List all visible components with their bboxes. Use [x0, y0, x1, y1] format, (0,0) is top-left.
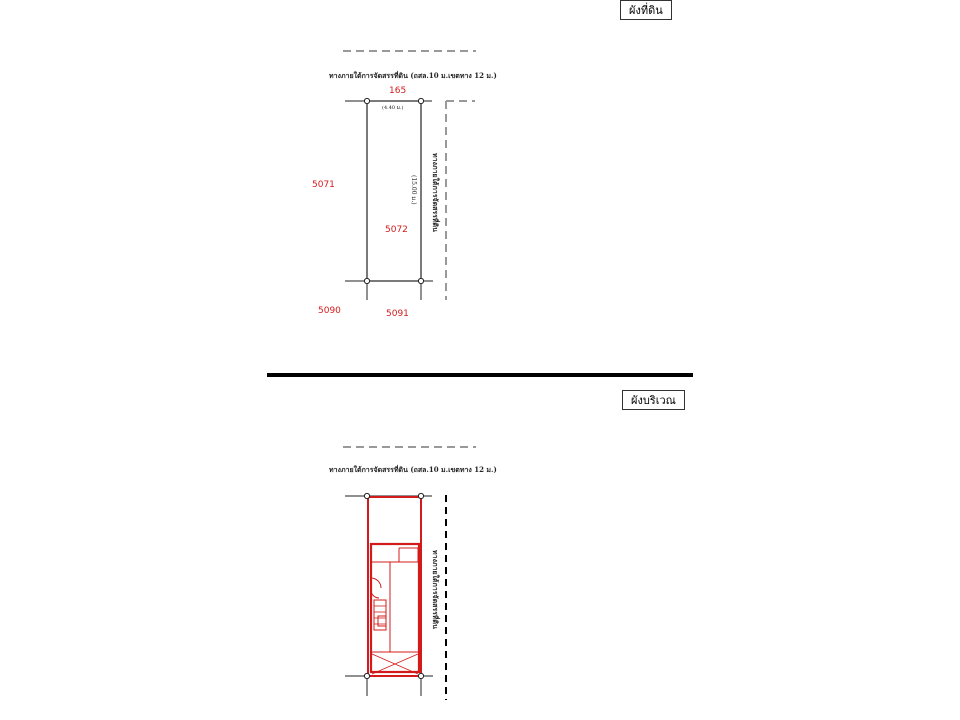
door-swing [371, 578, 381, 588]
boundary-marker [364, 493, 369, 498]
lot-outline [368, 497, 421, 676]
door-swing [371, 590, 379, 598]
road-label-side: ทางภายใต้การจัดสรรที่ดิน [431, 550, 440, 629]
section-divider [267, 373, 693, 377]
parcel-number-south: 5091 [386, 309, 409, 319]
road-label-side: ทางภายใต้การจัดสรรที่ดิน [431, 153, 440, 232]
building-outline [371, 544, 419, 672]
boundary-marker [418, 673, 423, 678]
parcel-number-west: 5071 [312, 180, 335, 190]
road-label-top: ทางภายใต้การจัดสรรที่ดิน (ถสล.10 ม.เขตทาง 12 ม.) [329, 71, 497, 80]
building-footprint [368, 497, 421, 676]
road-label-top: ทางภายใต้การจัดสรรที่ดิน (ถสล.10 ม.เขตทาง 12 ม.) [329, 465, 497, 474]
parcel-number-southwest: 5090 [318, 306, 341, 316]
site-plan-label: ผังบริเวณ [622, 390, 685, 410]
boundary-marker [364, 673, 369, 678]
boundary-marker [418, 278, 423, 283]
interior-partition [399, 548, 418, 562]
parcel-number-north: 165 [389, 86, 407, 96]
boundary-marker [418, 98, 423, 103]
land-plan-label: ผังที่ดิน [620, 0, 672, 20]
boundary-marker [418, 493, 423, 498]
boundary-marker [364, 278, 369, 283]
parcel-number-subject: 5072 [385, 225, 408, 235]
frontage-dimension: (4.40 ม.) [382, 105, 404, 111]
depth-dimension: (15.00 ม.) [410, 175, 417, 205]
toilet-fixture [378, 616, 386, 626]
boundary-marker [364, 98, 369, 103]
